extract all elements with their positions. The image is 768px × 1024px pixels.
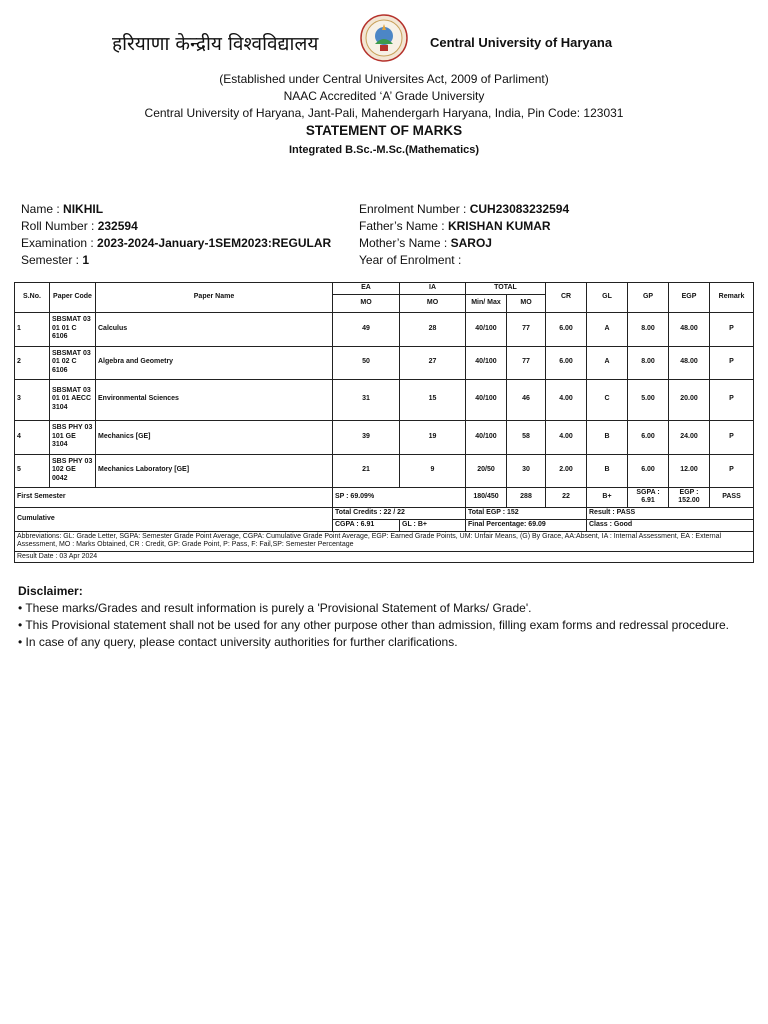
row-mo: 46 — [507, 379, 546, 420]
row-gl: C — [587, 379, 628, 420]
year-of-enrolment: Year of Enrolment : — [359, 253, 462, 267]
row-cr: 2.00 — [546, 454, 587, 487]
table-row — [15, 420, 754, 454]
cgpa: CGPA : 6.91 — [333, 519, 400, 531]
row-remark: P — [710, 420, 754, 454]
egp-total: EGP : 152.00 — [669, 487, 710, 507]
result-date-row — [15, 551, 754, 563]
header-remark: Remark — [710, 283, 754, 313]
table-row — [15, 454, 754, 487]
row-min-max: 40/100 — [466, 312, 507, 346]
class: Class : Good — [587, 519, 754, 531]
naac-line: NAAC Accredited ‘A’ Grade University — [283, 89, 485, 103]
row-gp: 6.00 — [628, 454, 669, 487]
row-egp: 48.00 — [669, 312, 710, 346]
examination: Examination : 2023-2024-January-1SEM2023:REGULAR — [21, 236, 332, 250]
row-egp: 12.00 — [669, 454, 710, 487]
established-line: (Established under Central Universites Act, 2009 of Parliment) — [219, 72, 549, 86]
row-mo: 58 — [507, 420, 546, 454]
semester-result: PASS — [710, 487, 754, 507]
row-sno: 5 — [15, 454, 50, 487]
row-min-max: 20/50 — [466, 454, 507, 487]
disclaimer-item: • These marks/Grades and result information is purely a 'Provisional Statement of Marks/ Grade'. — [18, 601, 532, 615]
semester-min-max: 180/450 — [466, 487, 507, 507]
header-sno: S.No. — [15, 283, 50, 313]
final-percentage: Final Percentage: 69.09 — [466, 519, 587, 531]
row-paper-code: SBSMAT 03 01 01 AECC 3104 — [50, 379, 96, 420]
sgpa: SGPA : 6.91 — [628, 487, 669, 507]
header-total: TOTAL — [466, 283, 546, 295]
row-sno: 4 — [15, 420, 50, 454]
header-ia-mo: MO — [400, 294, 466, 312]
university-name-english: Central University of Haryana — [430, 35, 613, 50]
row-ia: 27 — [400, 346, 466, 379]
table-header-row — [15, 283, 754, 295]
header-ea: EA — [333, 283, 400, 295]
semester: Semester : 1 — [21, 253, 90, 267]
row-cr: 6.00 — [546, 312, 587, 346]
result-date: Result Date : 03 Apr 2024 — [15, 551, 754, 563]
row-paper-code: SBS PHY 03 101 GE 3104 — [50, 420, 96, 454]
abbreviations: Abbreviations: GL: Grade Letter, SGPA: Semester Grade Point Average, CGPA: Cumulative Grade Point Average, EGP: Earned Grade Points, UM: Unfair Means, (G) By Grace, AA:Absent, IA : Internal Assessment, EA : External Assessment, MO : Marks Obtained, CR : Credit, GP: Grade Point, P: Pass, F: Fail,SP: Semester Percentage — [15, 531, 754, 551]
university-name-hindi: हरियाणा केन्द्रीय विश्वविद्यालय — [112, 33, 319, 55]
row-min-max: 40/100 — [466, 420, 507, 454]
row-paper-code: SBSMAT 03 01 02 C 6106 — [50, 346, 96, 379]
semester-credits: 22 — [546, 487, 587, 507]
row-mo: 30 — [507, 454, 546, 487]
program-name: Integrated B.Sc.-M.Sc.(Mathematics) — [288, 144, 480, 156]
row-paper-name: Mechanics [GE] — [96, 420, 333, 454]
row-ia: 15 — [400, 379, 466, 420]
header-paper-code: Paper Code — [50, 283, 96, 313]
header-ea-mo: MO — [333, 294, 400, 312]
row-sno: 2 — [15, 346, 50, 379]
header-gl: GL — [587, 283, 628, 313]
row-ia: 9 — [400, 454, 466, 487]
enrolment-number: Enrolment Number : CUH23083232594 — [359, 202, 570, 216]
semester-mo: 288 — [507, 487, 546, 507]
row-gp: 8.00 — [628, 346, 669, 379]
row-gl: A — [587, 346, 628, 379]
father-name: Father’s Name : KRISHAN KUMAR — [359, 219, 551, 233]
semester-percentage: SP : 69.09% — [333, 487, 466, 507]
row-mo: 77 — [507, 312, 546, 346]
semester-label: First Semester — [15, 487, 333, 507]
row-gp: 6.00 — [628, 420, 669, 454]
semester-summary-row — [15, 487, 754, 507]
row-ea: 31 — [333, 379, 400, 420]
row-cr: 6.00 — [546, 346, 587, 379]
header-egp: EGP — [669, 283, 710, 313]
university-logo — [360, 14, 408, 62]
row-ia: 28 — [400, 312, 466, 346]
student-name: Name : NIKHIL — [21, 202, 104, 216]
row-egp: 20.00 — [669, 379, 710, 420]
row-mo: 77 — [507, 346, 546, 379]
row-gp: 5.00 — [628, 379, 669, 420]
row-ea: 39 — [333, 420, 400, 454]
row-cr: 4.00 — [546, 379, 587, 420]
header-min-max: Min/ Max — [466, 294, 507, 312]
total-credits: Total Credits : 22 / 22 — [333, 507, 466, 519]
mother-name: Mother’s Name : SAROJ — [359, 236, 492, 250]
header-gp: GP — [628, 283, 669, 313]
document-title: STATEMENT OF MARKS — [305, 123, 463, 138]
table-row — [15, 346, 754, 379]
row-ea: 21 — [333, 454, 400, 487]
table-row — [15, 379, 754, 420]
cumulative-row-1 — [15, 507, 754, 519]
row-sno: 3 — [15, 379, 50, 420]
semester-grade: B+ — [587, 487, 628, 507]
marks-table — [14, 282, 754, 563]
row-remark: P — [710, 379, 754, 420]
row-min-max: 40/100 — [466, 346, 507, 379]
row-remark: P — [710, 454, 754, 487]
table-row — [15, 312, 754, 346]
row-paper-name: Environmental Sciences — [96, 379, 333, 420]
row-gl: B — [587, 420, 628, 454]
row-ea: 50 — [333, 346, 400, 379]
row-min-max: 40/100 — [466, 379, 507, 420]
result: Result : PASS — [587, 507, 754, 519]
cumulative-grade: GL : B+ — [400, 519, 466, 531]
row-paper-name: Algebra and Geometry — [96, 346, 333, 379]
header-cr: CR — [546, 283, 587, 313]
row-ea: 49 — [333, 312, 400, 346]
row-egp: 48.00 — [669, 346, 710, 379]
disclaimer-title: Disclaimer: — [18, 584, 83, 598]
row-paper-name: Mechanics Laboratory [GE] — [96, 454, 333, 487]
row-remark: P — [710, 346, 754, 379]
row-ia: 19 — [400, 420, 466, 454]
row-paper-code: SBSMAT 03 01 01 C 6106 — [50, 312, 96, 346]
row-egp: 24.00 — [669, 420, 710, 454]
address-line: Central University of Haryana, Jant-Pali, Mahendergarh Haryana, India, Pin Code: 123031 — [144, 106, 624, 120]
row-remark: P — [710, 312, 754, 346]
cumulative-label: Cumulative — [15, 507, 333, 531]
abbreviations-row — [15, 531, 754, 551]
disclaimer-item: • This Provisional statement shall not be used for any other purpose other than admission, filling exam forms and redressal procedure. — [18, 618, 730, 632]
header-total-mo: MO — [507, 294, 546, 312]
total-egp: Total EGP : 152 — [466, 507, 587, 519]
disclaimer-item: • In case of any query, please contact university authorities for further clarifications. — [18, 635, 458, 649]
row-sno: 1 — [15, 312, 50, 346]
header-paper-name: Paper Name — [96, 283, 333, 313]
header-ia: IA — [400, 283, 466, 295]
row-cr: 4.00 — [546, 420, 587, 454]
row-gl: B — [587, 454, 628, 487]
roll-number: Roll Number : 232594 — [21, 219, 138, 233]
row-gl: A — [587, 312, 628, 346]
row-paper-code: SBS PHY 03 102 GE 0042 — [50, 454, 96, 487]
row-paper-name: Calculus — [96, 312, 333, 346]
row-gp: 8.00 — [628, 312, 669, 346]
